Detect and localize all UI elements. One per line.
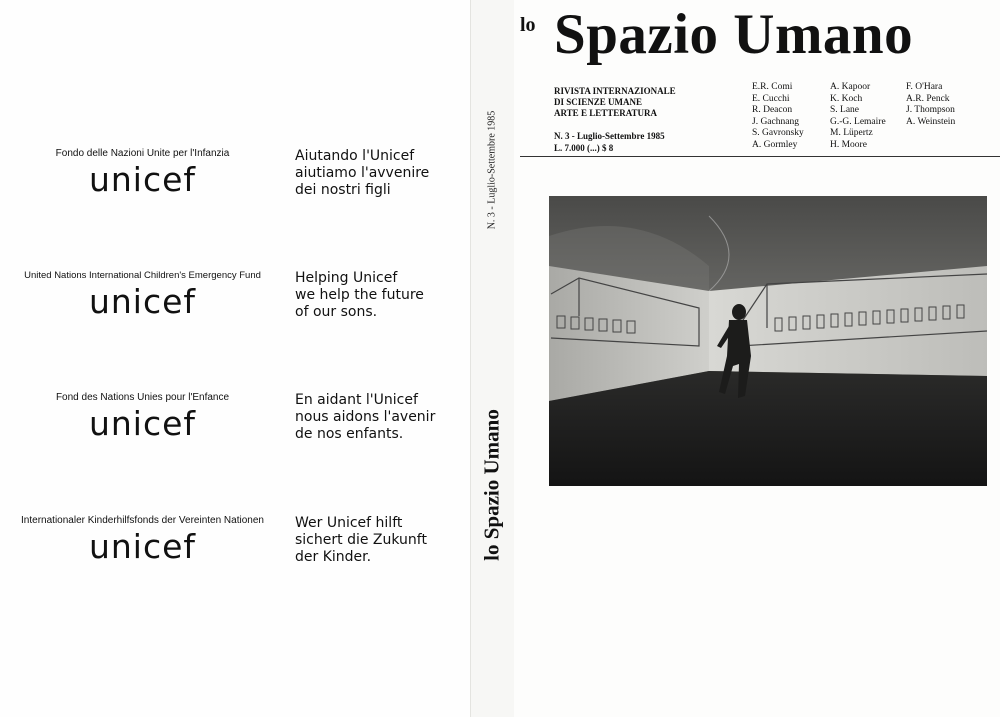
- unicef-block-italian: [0, 148, 470, 228]
- contributor: J. Thompson: [906, 105, 955, 116]
- contributor: A. Weinstein: [906, 116, 956, 127]
- slogan-line: der Kinder.: [295, 549, 372, 565]
- unicef-logo: unicef: [88, 282, 197, 321]
- unicef-logo: unicef: [88, 160, 197, 199]
- subtitle-line: DI SCIENZE UMANE: [554, 97, 643, 107]
- unicef-org-name: Fondo delle Nazioni Unite per l'Infanzia: [55, 148, 230, 159]
- masthead-title: Spazio Umano: [554, 3, 914, 66]
- slogan-line: de nos enfants.: [295, 426, 404, 442]
- contributor: E. Cucchi: [752, 93, 790, 104]
- spine-issue-block: [481, 105, 503, 235]
- unicef-block-german: [0, 515, 470, 595]
- contributor: S. Lane: [830, 105, 860, 116]
- slogan-line: of our sons.: [295, 304, 378, 320]
- issue-price: L. 7.000 (...) $ 8: [554, 143, 614, 153]
- contributor: A.R. Penck: [906, 93, 950, 104]
- slogan-line: En aidant l'Unicef: [295, 392, 418, 408]
- masthead-rule: [520, 156, 1000, 157]
- slogan-line: aiutiamo l'avvenire: [295, 165, 430, 181]
- unicef-org-name: Fond des Nations Unies pour l'Enfance: [55, 392, 230, 403]
- contributor: G.-G. Lemaire: [830, 116, 886, 127]
- unicef-org-name: United Nations International Children's Emergency Fund: [24, 270, 261, 281]
- unicef-slogan: [295, 515, 465, 566]
- slogan-line: sichert die Zukunft: [295, 532, 427, 548]
- spine-issue: N. 3 - Luglio-Settembre 1985: [486, 110, 498, 230]
- unicef-block-french: [0, 392, 470, 472]
- slogan-line: nous aidons l'avenir: [295, 409, 436, 425]
- front-cover: [514, 0, 1000, 717]
- unicef-org-name: Internationaler Kinderhilfsfonds der Vereinten Nationen: [21, 515, 264, 526]
- unicef-logo: unicef: [88, 404, 197, 443]
- slogan-line: Helping Unicef: [295, 270, 398, 286]
- unicef-logo: unicef: [88, 527, 197, 566]
- cover-photo: [549, 196, 987, 486]
- contributor: E.R. Comi: [752, 82, 793, 92]
- subtitle: [554, 86, 676, 119]
- issue-info: [554, 130, 665, 154]
- subtitle-line: ARTE E LETTERATURA: [554, 108, 658, 118]
- contributor: S. Gavronsky: [752, 128, 804, 139]
- slogan-line: Wer Unicef hilft: [295, 515, 403, 531]
- contributors-column-2: [830, 82, 886, 152]
- contributor: F. O'Hara: [906, 82, 943, 92]
- contributor: K. Koch: [830, 93, 863, 104]
- contributor: R. Deacon: [752, 105, 793, 116]
- spine-title-block: [477, 395, 507, 575]
- contributor: M. Lüpertz: [830, 128, 873, 139]
- spine-title: lo Spazio Umano: [479, 409, 504, 561]
- slogan-line: dei nostri figli: [295, 182, 391, 198]
- unicef-slogan: [295, 270, 465, 321]
- masthead-lo: lo: [520, 14, 536, 36]
- slogan-line: Aiutando l'Unicef: [295, 148, 415, 164]
- contributor: A. Gormley: [752, 139, 798, 150]
- contributors-column-1: [752, 82, 804, 152]
- slogan-line: we help the future: [295, 287, 424, 303]
- subtitle-line: RIVISTA INTERNAZIONALE: [554, 86, 676, 96]
- unicef-slogan: [295, 148, 465, 199]
- unicef-block-english: [0, 270, 470, 350]
- contributor: H. Moore: [830, 139, 867, 150]
- contributor: J. Gachnang: [752, 116, 799, 127]
- unicef-slogan: [295, 392, 465, 443]
- issue-number: N. 3 - Luglio-Settembre 1985: [554, 131, 665, 141]
- spine: [470, 0, 516, 717]
- contributor: A. Kapoor: [830, 82, 871, 92]
- contributors-column-3: [906, 82, 955, 128]
- back-cover: [0, 0, 470, 717]
